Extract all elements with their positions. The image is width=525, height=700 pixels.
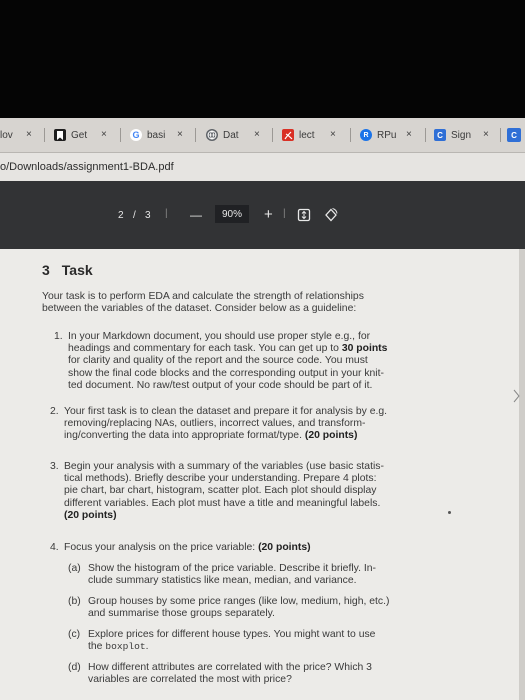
list-item-2 [50, 406, 414, 443]
tab-label: Get [71, 129, 88, 141]
page-edge [519, 249, 525, 700]
tab-5[interactable] [360, 124, 396, 146]
pdf-page [0, 249, 525, 700]
tab-label: RPu [377, 129, 397, 141]
points-label: 30 points [341, 343, 388, 355]
close-icon[interactable]: × [101, 128, 107, 140]
list-item-3 [50, 461, 414, 522]
sub-item-c [68, 629, 418, 653]
address-bar[interactable] [0, 153, 525, 181]
close-icon[interactable]: × [177, 128, 183, 140]
pdf-viewer [0, 181, 525, 700]
page-separator: / [133, 210, 136, 221]
item-line: different variables. Each plot must have a title and meaningful labels. [64, 497, 381, 509]
c-icon: C [434, 129, 446, 141]
tab-2[interactable] [130, 124, 165, 146]
page-total: 3 [145, 210, 151, 221]
c-icon [507, 128, 521, 142]
list-marker: 3. [50, 461, 59, 472]
list-marker: 4. [50, 542, 59, 553]
tab-separator [272, 128, 273, 142]
r-icon: R [360, 129, 372, 141]
tab-7[interactable] [507, 124, 525, 146]
google-icon: G [130, 129, 142, 141]
tab-label: C [511, 130, 517, 140]
close-icon[interactable]: × [483, 128, 489, 140]
tab-label: Sign [451, 129, 472, 141]
tab-separator [120, 128, 121, 142]
sub-item-b [68, 596, 418, 620]
sub-marker: (c) [68, 629, 81, 640]
item-line: tical methods). Briefly describe your understanding. Prepare 4 plots: [64, 473, 377, 485]
tab-bar [0, 118, 525, 153]
zoom-level-text: 90% [221, 208, 242, 220]
item-line: In your Markdown document, you should use proper style e.g., for [68, 331, 371, 342]
item-line: pie chart, bar chart, histogram, scatter plot. Each plot should display [64, 485, 377, 497]
list-item-1 [54, 331, 413, 392]
tab-label: Dat [223, 129, 239, 141]
page-number[interactable]: 2 [118, 210, 124, 221]
section-number: 3 [42, 262, 50, 278]
toolbar-divider: | [165, 208, 168, 219]
globe-icon [206, 129, 218, 141]
tab-label: lect [299, 129, 315, 141]
zoom-level[interactable] [215, 205, 249, 223]
screen-bezel [0, 0, 525, 118]
sub-line: Group houses by some price ranges (like low, medium, high, etc.) [88, 596, 390, 607]
intro-line: between the variables of the dataset. Consider below as a guideline: [42, 303, 357, 315]
points-label: (20 points) [64, 509, 117, 521]
intro-paragraph [42, 291, 412, 315]
item-line: ted document. No raw/test output of your code should be part of it. [68, 379, 373, 391]
tab-separator [195, 128, 196, 142]
tab-separator [500, 128, 501, 142]
toolbar-divider: | [283, 208, 286, 219]
list-marker: 1. [54, 331, 63, 342]
sub-line: Show the histogram of the price variable. Describe it briefly. In- [88, 563, 376, 574]
sub-line: How different attributes are correlated with the price? Which 3 [88, 662, 372, 673]
sub-line: variables are correlated the most with price? [88, 674, 292, 686]
chevron-right-icon [513, 389, 521, 403]
tab-1[interactable] [54, 124, 87, 146]
sub-line: Explore prices for different house types. You might want to use [88, 629, 376, 640]
tab-separator [44, 128, 45, 142]
item-line: Focus your analysis on the price variable: [64, 542, 256, 553]
sub-line: . [145, 641, 149, 653]
list-item-4 [50, 542, 414, 554]
sub-line: clude summary statistics like mean, median, and variance. [88, 575, 357, 587]
pdf-toolbar [0, 181, 525, 249]
sub-line: the [88, 641, 103, 653]
tab-4[interactable] [282, 124, 315, 146]
tab-3[interactable] [206, 124, 239, 146]
points-label: (20 points) [258, 542, 311, 553]
section-heading [42, 262, 93, 278]
item-line: headings and commentary for each task. You can get up to 30 points [68, 343, 388, 355]
tab-separator [425, 128, 426, 142]
tab-0[interactable] [0, 124, 13, 146]
close-icon[interactable]: × [26, 128, 32, 140]
rotate-icon[interactable] [323, 207, 339, 228]
sub-marker: (a) [68, 563, 81, 574]
sub-marker: (d) [68, 662, 81, 673]
close-icon[interactable]: × [330, 128, 336, 140]
item-line: Your first task is to clean the dataset and prepare it for analysis by e.g. [64, 406, 388, 417]
tab-label: lov [0, 129, 13, 141]
sub-item-a [68, 563, 418, 587]
tab-separator [350, 128, 351, 142]
pdf-icon [282, 129, 294, 141]
item-line: ing/converting the data into appropriate format/type. [64, 430, 302, 442]
zoom-in-button[interactable]: + [264, 206, 273, 223]
points-label: (20 points) [304, 430, 358, 442]
zoom-out-button[interactable]: — [190, 208, 202, 222]
sub-item-d [68, 662, 418, 686]
code-text: boxplot [105, 641, 146, 653]
item-line: removing/replacing NAs, outliers, incorrect values, and transform- [64, 418, 366, 430]
close-icon[interactable]: × [406, 128, 412, 140]
sub-marker: (b) [68, 596, 81, 607]
close-icon[interactable]: × [254, 128, 260, 140]
speck [448, 511, 451, 514]
tab-6[interactable] [434, 124, 471, 146]
intro-line: Your task is to perform EDA and calculate the strength of relationships [42, 291, 364, 302]
sub-line: and summarise those groups separately. [88, 608, 275, 620]
url-text: o/Downloads/assignment1-BDA.pdf [0, 161, 174, 173]
tab-label: basi [147, 129, 166, 141]
item-line: show the final code blocks and the corresponding output in your knit- [68, 367, 384, 379]
section-title: Task [61, 262, 93, 278]
item-line: for clarity and quality of the report and the source code. You must [68, 355, 368, 367]
list-marker: 2. [50, 406, 59, 417]
item-line: Begin your analysis with a summary of the variables (use basic statis- [64, 461, 384, 472]
fit-page-icon[interactable] [297, 208, 311, 227]
bookmark-icon [54, 129, 66, 141]
